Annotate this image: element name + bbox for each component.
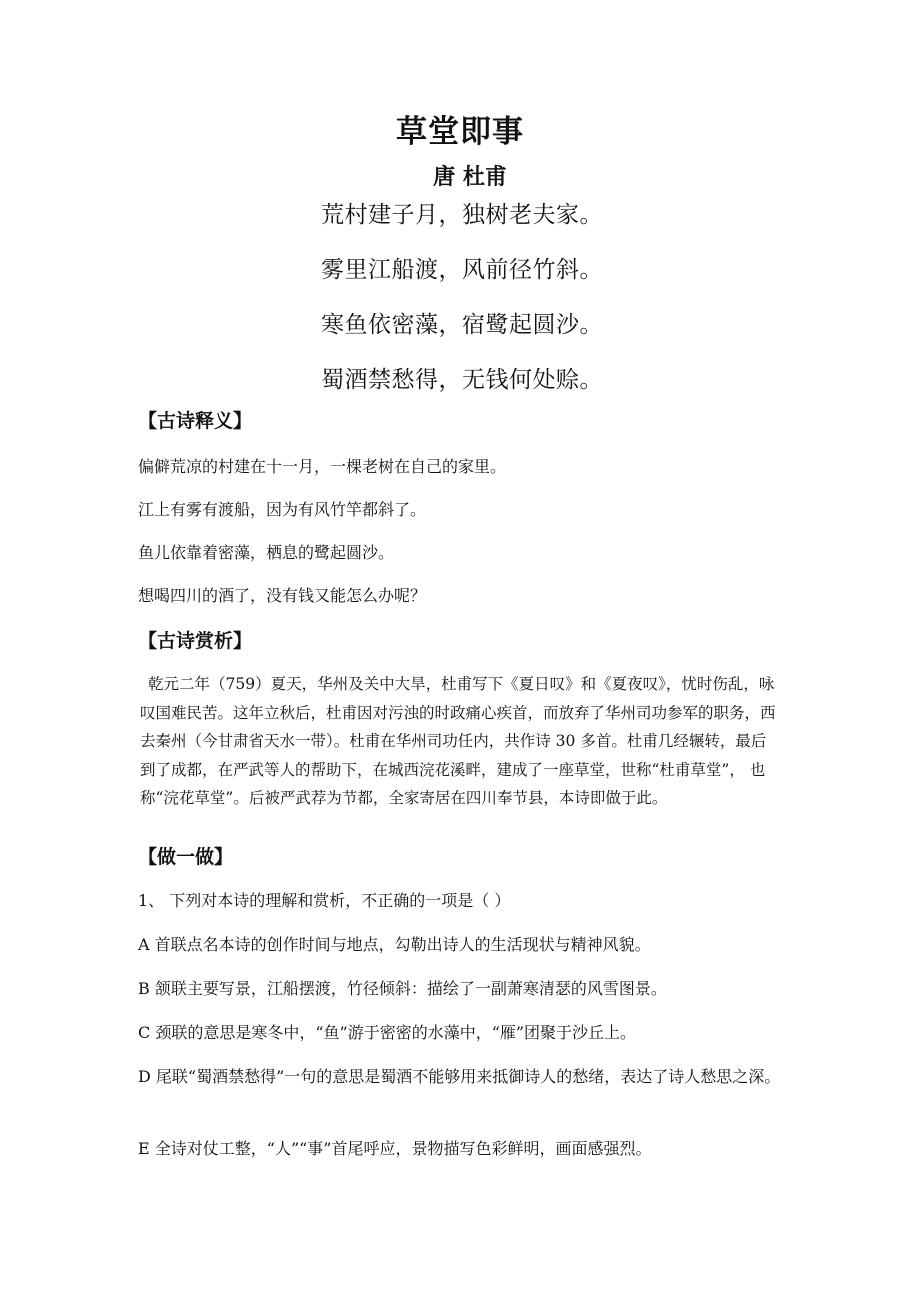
- interpretation-line: 鱼儿依靠着密藻，栖息的鹭起圆沙。: [138, 543, 395, 562]
- appreciation-paragraph: 乾元二年（759）夏天，华州及关中大旱，杜甫写下《夏日叹》和《夏夜叹》，忧时伤乱，咏叹国难民苦。这年立秋后，杜甫因对污浊的时政痛心疾首，而放弃了华州司功参军的职务，西去秦州（今甘肃省天水一带）。杜甫在华州司功任内，共作诗 30 多首。杜甫几经辗转，最后到了成都，在严武等人的帮助下，在城西浣花溪畔，建成了一座草堂，世称“杜甫草堂”， 也称“浣花草堂”。后被严武荐为节都，全家寄居在四川奉节县，本诗即做于此。: [140, 675, 776, 808]
- exercise-option-b: B 颔联主要写景，江船摆渡，竹径倾斜：描绘了一副萧寒清瑟的风雪图景。: [138, 979, 667, 998]
- poem-line: 寒鱼依密藻，宿鹭起圆沙。: [321, 312, 603, 338]
- poem-body: [0, 192, 920, 412]
- exercise-question: 1、 下列对本诗的理解和赏析，不正确的一项是（ ）: [138, 891, 511, 910]
- poem-title: 草堂即事: [396, 114, 524, 150]
- interpretation-heading: 【古诗释义】: [138, 410, 253, 432]
- exercise-option-d: D 尾联“蜀酒禁愁得”一句的意思是蜀酒不能够用来抵御诗人的愁绪，表达了诗人愁思之深。: [138, 1067, 781, 1086]
- appreciation-heading: 【古诗赏析】: [138, 630, 253, 652]
- interpretation-line: 想喝四川的酒了，没有钱又能怎么办呢？: [138, 586, 427, 605]
- interpretation-line: 江上有雾有渡船，因为有风竹竿都斜了。: [138, 500, 427, 519]
- exercise-option-c: C 颈联的意思是寒冬中，“鱼”游于密密的水藻中，“雁”团聚于沙丘上。: [138, 1023, 637, 1042]
- poem-author: 唐 杜甫: [433, 165, 507, 190]
- exercise-heading: 【做一做】: [138, 846, 234, 868]
- exercise-option-e: E 全诗对仗工整，“人”“事”首尾呼应，景物描写色彩鲜明，画面感强烈。: [138, 1139, 652, 1158]
- poem-line: 荒村建子月，独树老夫家。: [321, 202, 603, 228]
- poem-line: 雾里江船渡，风前径竹斜。: [321, 257, 603, 283]
- poem-line: 蜀酒禁愁得，无钱何处赊。: [321, 367, 603, 393]
- exercise-option-a: A 首联点名本诗的创作时间与地点，勾勒出诗人的生活现状与精神风貌。: [138, 935, 651, 954]
- interpretation-line: 偏僻荒凉的村建在十一月，一棵老树在自己的家里。: [138, 457, 507, 476]
